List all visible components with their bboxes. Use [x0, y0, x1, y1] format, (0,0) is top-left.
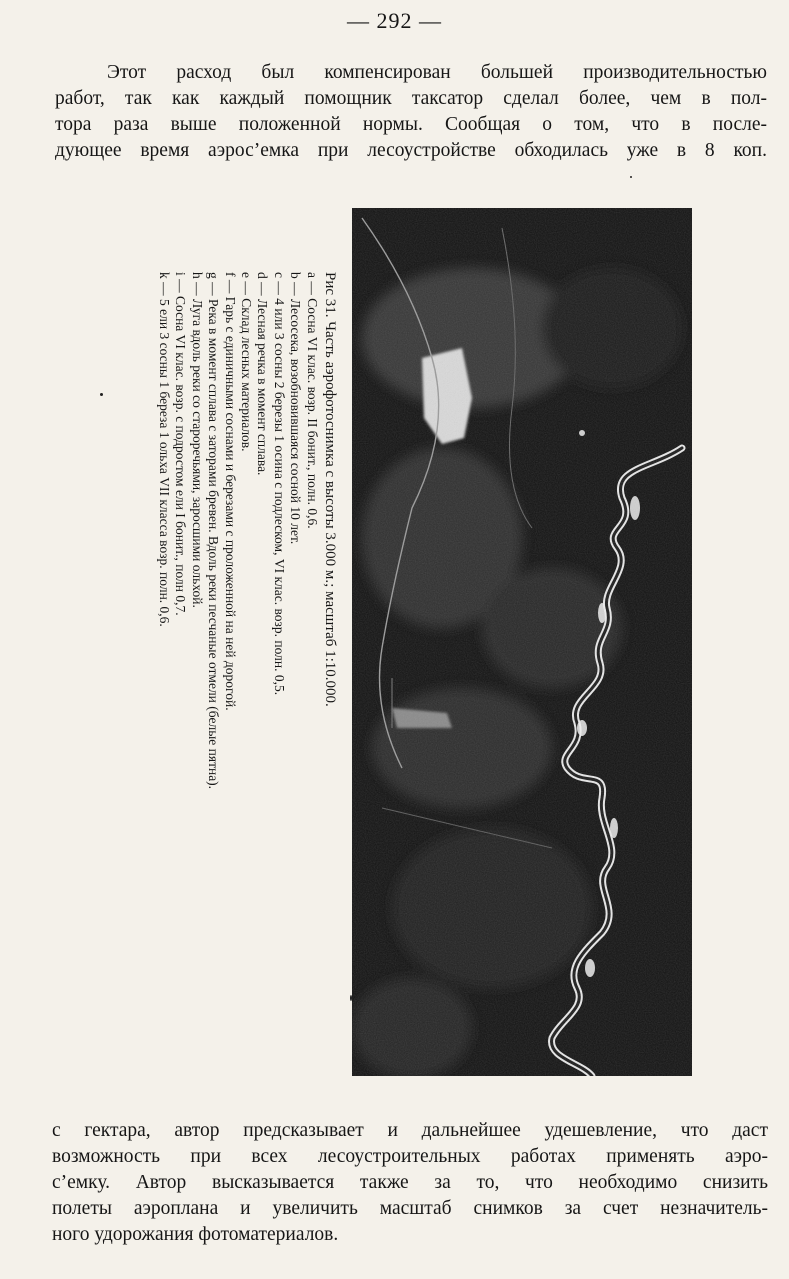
caption-item: d — Лесная речка в момент сплава.	[255, 272, 271, 476]
paragraph-bottom	[52, 1118, 768, 1248]
text-line: с’емку. Автор высказывается также за то, что необходимо снизить	[52, 1172, 768, 1193]
text-line: тора раза выше положенной нормы. Сообщая о том, что в после-	[55, 114, 767, 135]
caption-item: c — 4 или 3 сосны 2 березы 1 осина с подлеском, VI клас. возр. полн. 0,5.	[271, 272, 287, 696]
caption-item: f — Гарь с единичными соснами и березами с проложенной на ней дорогой.	[222, 272, 238, 711]
paragraph-top	[55, 60, 767, 164]
text-line: дующее время аэрос’емка при лесоустройстве обходилась уже в 8 коп.	[55, 140, 767, 161]
text-line: работ, так как каждый помощник таксатор сделал более, чем в пол-	[55, 88, 767, 109]
speck	[350, 995, 352, 1001]
text-line: с гектара, автор предсказывает и дальнейшее удешевление, что даст	[52, 1120, 768, 1141]
aerial-photo-image	[352, 208, 692, 1076]
caption-item: k — 5 ели 3 сосны 1 береза 1 ольха VII класса возр. полн. 0,6.	[156, 272, 172, 627]
caption-item: b — Лесосека, возобновившаяся сосной 10 лет.	[288, 272, 304, 545]
caption-title: Рис 31. Часть аэрофотоснимка с высоты 3.000 м.; масштаб 1:10.000.	[322, 272, 338, 707]
caption-item: a — Сосна VI клас. возр. II бонит., полн. 0,6.	[304, 272, 320, 529]
caption-item: e — Склад лесных материалов.	[238, 272, 254, 452]
text-line: полеты аэроплана и увеличить масштаб снимков за счет незначитель-	[52, 1198, 768, 1219]
page-number: — 292 —	[347, 8, 442, 33]
caption-item: i — Сосна VI клас. возр. с подростом ели I бонит., полн 0,7.	[173, 272, 189, 616]
text-line: Этот расход был компенсирован большей производительностью	[107, 62, 767, 83]
text-line: ного удорожания фотоматериалов.	[52, 1224, 339, 1245]
speck	[630, 176, 632, 178]
text-line: возможность при всех лесоустроительных работах применять аэро-	[52, 1146, 768, 1167]
caption-item: h — Луга вдоль реки со староречьями, заросшими ольхой.	[189, 272, 205, 608]
speck	[100, 393, 103, 396]
caption-item: g — Река в момент сплава с заторами бревен. Вдоль реки песчаные отмели (белые пятна).	[206, 272, 222, 790]
aerial-photograph	[352, 208, 692, 1076]
figure-caption	[118, 272, 338, 1072]
